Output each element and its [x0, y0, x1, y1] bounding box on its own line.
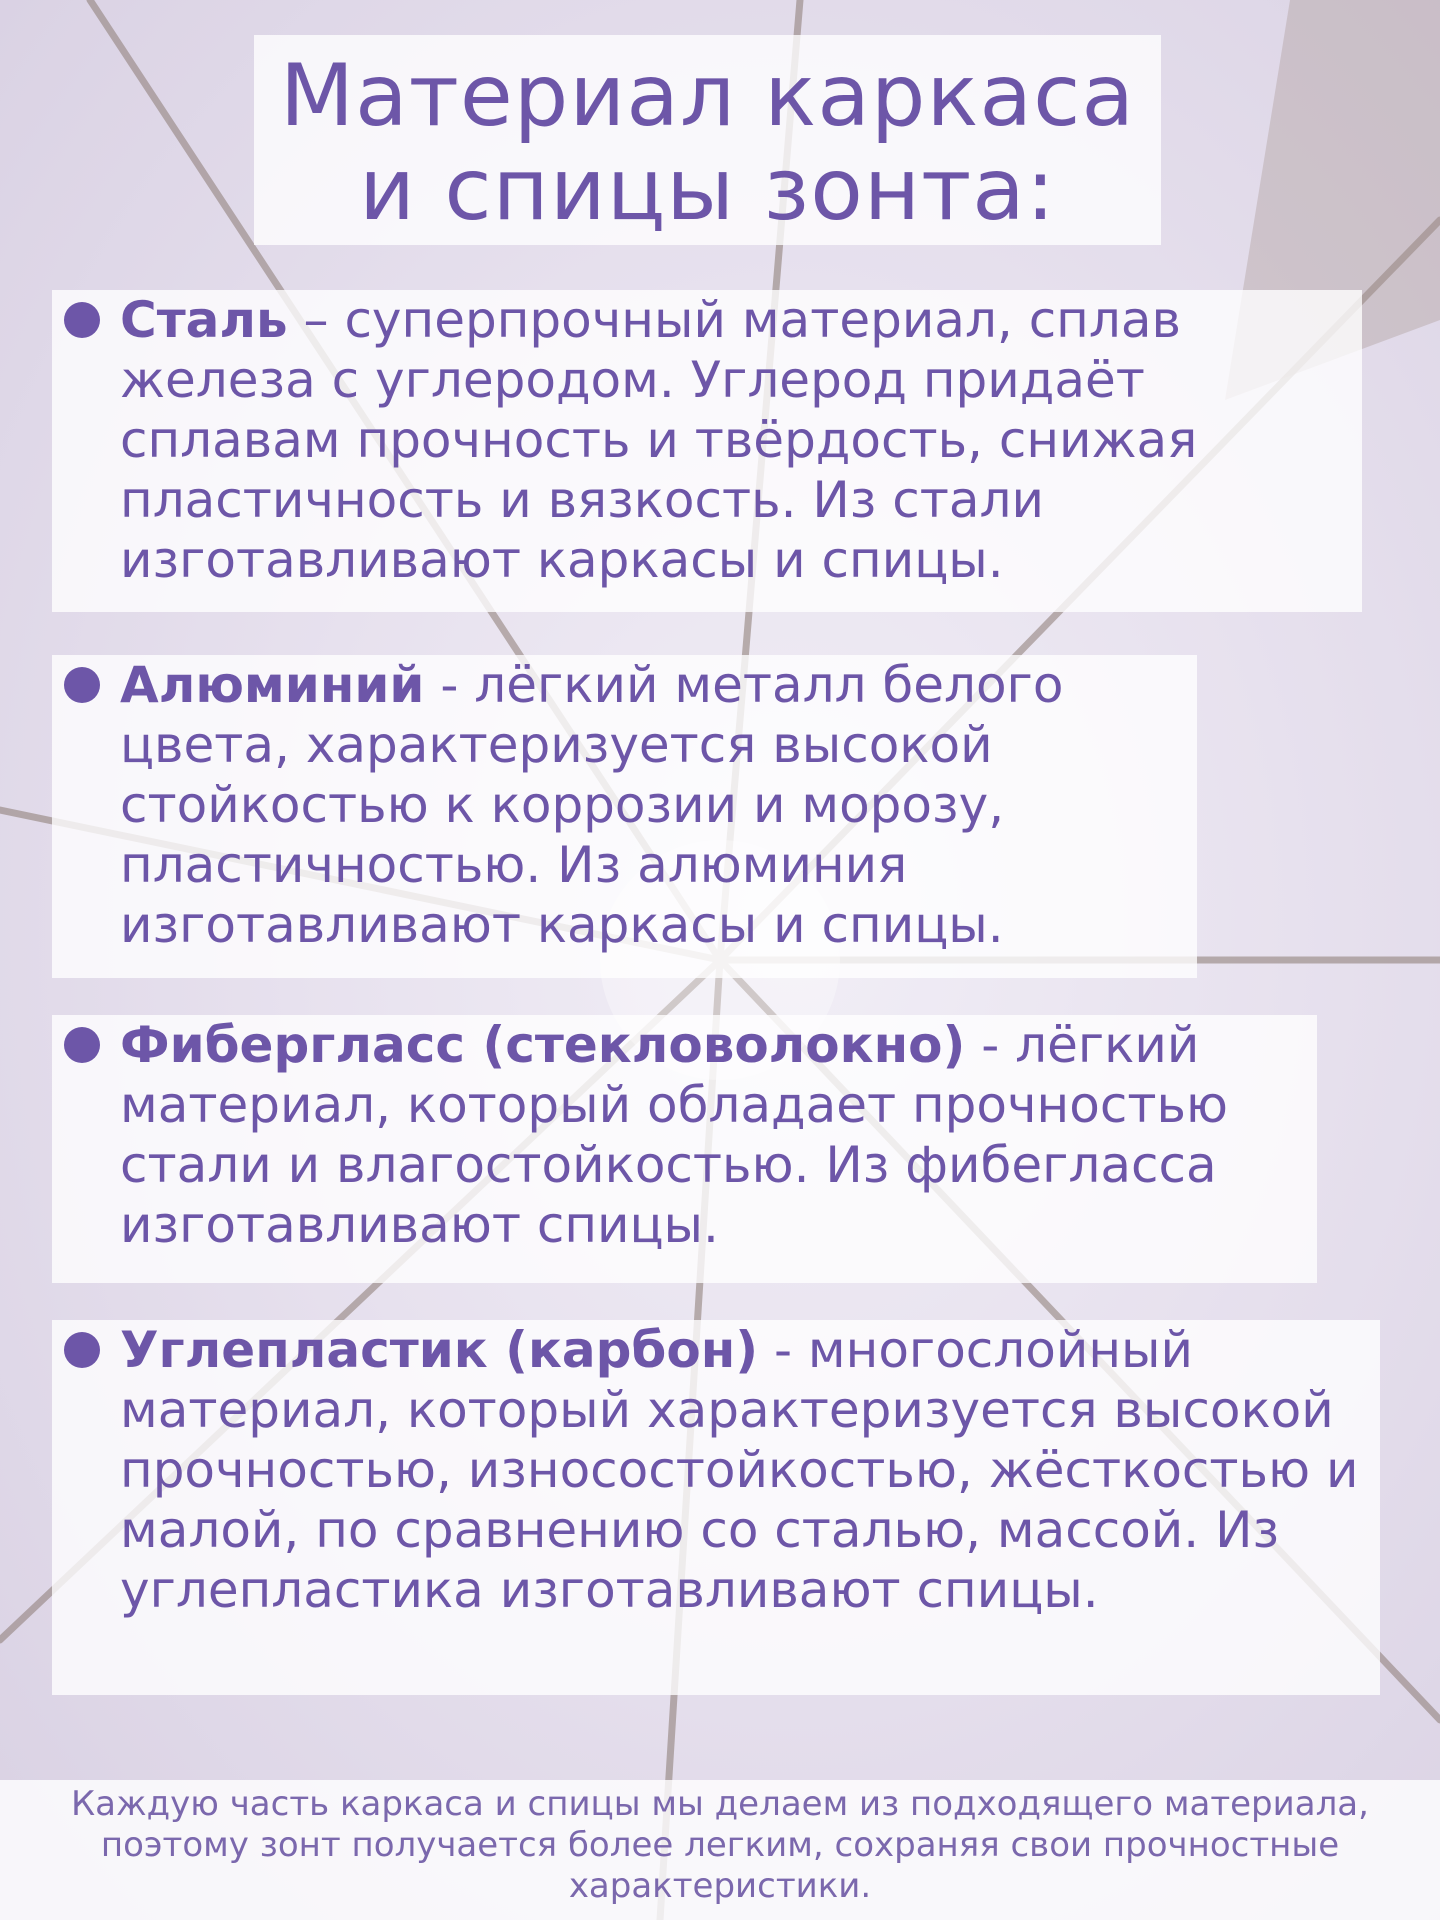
footer-text: Каждую часть каркаса и спицы мы делаем из подходящего материала, поэтому зонт получается более легким, сохраняя свои прочностные характеристики.: [71, 1784, 1369, 1906]
material-description: - многослойный материал, который характеризуется высокой прочностью, износостойкостью, жёсткостью и малой, по сравнению со сталью, массой. Из углепластика изготавливают спицы.: [120, 1321, 1359, 1619]
material-term: Углепластик (карбон): [120, 1321, 759, 1379]
material-description: - лёгкий металл белого цвета, характеризуется высокой стойкостью к коррозии и морозу, пластичностью. Из алюминия изготавливают каркасы и спицы.: [120, 656, 1064, 954]
material-term: Алюминий: [120, 656, 425, 714]
material-item-steel: [52, 290, 1362, 612]
material-text: [120, 1015, 1309, 1255]
material-text: [120, 655, 1189, 955]
bullet-icon: [64, 302, 100, 338]
material-item-carbon: [52, 1320, 1380, 1695]
material-text: [120, 290, 1354, 590]
material-text: [120, 1320, 1372, 1620]
page-title: [254, 35, 1161, 240]
bullet-icon: [64, 1027, 100, 1063]
material-description: – суперпрочный материал, сплав железа с углеродом. Углерод придаёт сплавам прочность и твёрдость, снижая пластичность и вязкость. Из стали изготавливают каркасы и спицы.: [120, 291, 1198, 589]
title-line-2: и спицы зонта:: [359, 140, 1056, 240]
bullet-icon: [64, 1332, 100, 1368]
material-term: Сталь: [120, 291, 288, 349]
bullet-icon: [64, 667, 100, 703]
material-term: Фибергласс (стекловолокно): [120, 1016, 966, 1074]
material-item-aluminium: [52, 655, 1197, 978]
title-panel: [254, 35, 1161, 245]
title-line-1: Материал каркаса: [279, 46, 1136, 146]
material-description: - лёгкий материал, который обладает прочностью стали и влагостойкостью. Из фибегласса изготавливают спицы.: [120, 1016, 1229, 1254]
material-item-fiberglass: [52, 1015, 1317, 1283]
footer-note: [0, 1780, 1440, 1920]
